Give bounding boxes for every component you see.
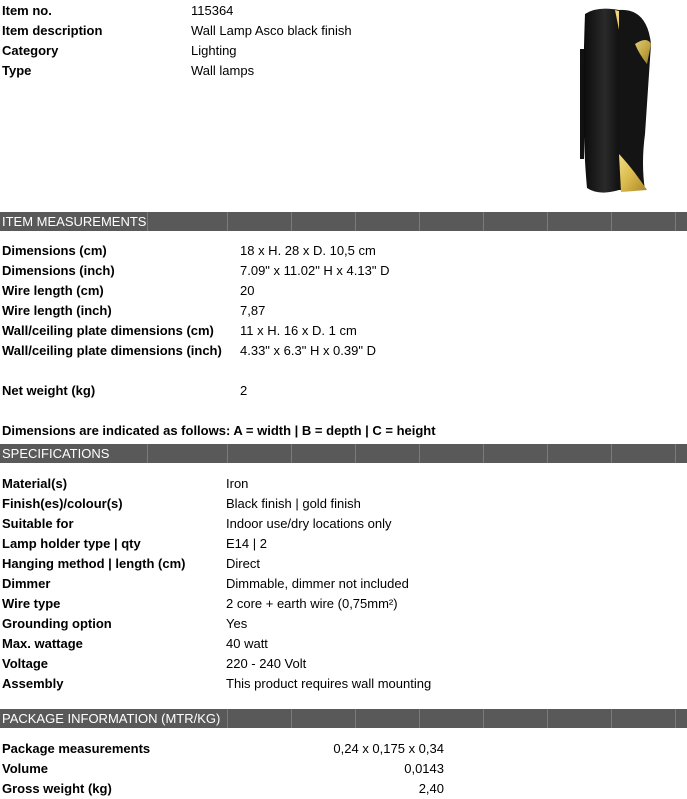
measurement-label: Wire length (inch)	[2, 303, 112, 318]
dimensions-note: Dimensions are indicated as follows: A = width | B = depth | C = height	[2, 423, 436, 438]
package-value: 2,40	[418, 781, 444, 796]
header-value: Wall Lamp Asco black finish	[191, 23, 352, 38]
measurement-label: Dimensions (cm)	[2, 243, 107, 258]
wall-lamp-icon	[575, 4, 655, 196]
spec-label: Max. wattage	[2, 636, 83, 651]
spec-label: Hanging method | length (cm)	[2, 556, 186, 571]
spec-value: Dimmable, dimmer not included	[226, 576, 409, 591]
header-value: 115364	[191, 3, 234, 18]
spec-label: Finish(es)/colour(s)	[2, 496, 123, 511]
spec-label: Grounding option	[2, 616, 112, 631]
measurement-value: 11 x H. 16 x D. 1 cm	[240, 323, 357, 338]
package-label: Volume	[2, 761, 48, 776]
header-label: Category	[2, 43, 59, 58]
spec-label: Voltage	[2, 656, 48, 671]
spec-label: Material(s)	[2, 476, 68, 491]
package-value: 0,24 x 0,175 x 0,34	[333, 741, 444, 756]
spec-value: 220 - 240 Volt	[226, 656, 307, 671]
measurement-label: Dimensions (inch)	[2, 263, 115, 278]
package-label: Package measurements	[2, 741, 151, 756]
spec-label: Dimmer	[2, 576, 51, 591]
header-label: Item no.	[2, 3, 52, 18]
header-label: Type	[2, 63, 32, 78]
section-header-specifications	[0, 444, 687, 463]
header-value: Wall lamps	[191, 63, 255, 78]
net-weight-value: 2	[240, 383, 248, 398]
spec-value: Direct	[226, 556, 260, 571]
package-value: 0,0143	[404, 761, 444, 776]
spec-value: 40 watt	[226, 636, 268, 651]
section-title: PACKAGE INFORMATION (MTR/KG)	[2, 711, 221, 726]
spec-label: Suitable for	[2, 516, 74, 531]
section-title: SPECIFICATIONS	[2, 446, 110, 461]
spec-value: Yes	[226, 616, 248, 631]
spec-label: Lamp holder type | qty	[2, 536, 141, 551]
spec-value: This product requires wall mounting	[226, 676, 432, 691]
package-row	[0, 739, 687, 759]
measurement-label: Wall/ceiling plate dimensions (cm)	[2, 323, 214, 338]
measurement-value: 18 x H. 28 x D. 10,5 cm	[240, 243, 376, 258]
section-header-measurements	[0, 212, 687, 231]
section-header-package	[0, 709, 687, 728]
measurement-value: 7,87	[240, 303, 266, 318]
package-label: Gross weight (kg)	[2, 781, 112, 796]
spec-value: E14 | 2	[226, 536, 267, 551]
spec-value: 2 core + earth wire (0,75mm²)	[226, 596, 398, 611]
header-value: Lighting	[191, 43, 237, 58]
spec-label: Assembly	[2, 676, 64, 691]
header-label: Item description	[2, 23, 103, 38]
measurement-label: Wire length (cm)	[2, 283, 104, 298]
measurement-value: 4.33" x 6.3" H x 0.39" D	[240, 343, 376, 358]
spec-value: Indoor use/dry locations only	[226, 516, 392, 531]
net-weight-label: Net weight (kg)	[2, 383, 96, 398]
package-row	[0, 779, 687, 799]
package-row	[0, 759, 687, 779]
spec-value: Iron	[226, 476, 249, 491]
section-title: ITEM MEASUREMENTS	[2, 214, 147, 229]
measurement-label: Wall/ceiling plate dimensions (inch)	[2, 343, 222, 358]
measurement-value: 20	[240, 283, 255, 298]
spec-value: Black finish | gold finish	[226, 496, 361, 511]
measurement-value: 7.09" x 11.02" H x 4.13" D	[240, 263, 390, 278]
spec-label: Wire type	[2, 596, 61, 611]
